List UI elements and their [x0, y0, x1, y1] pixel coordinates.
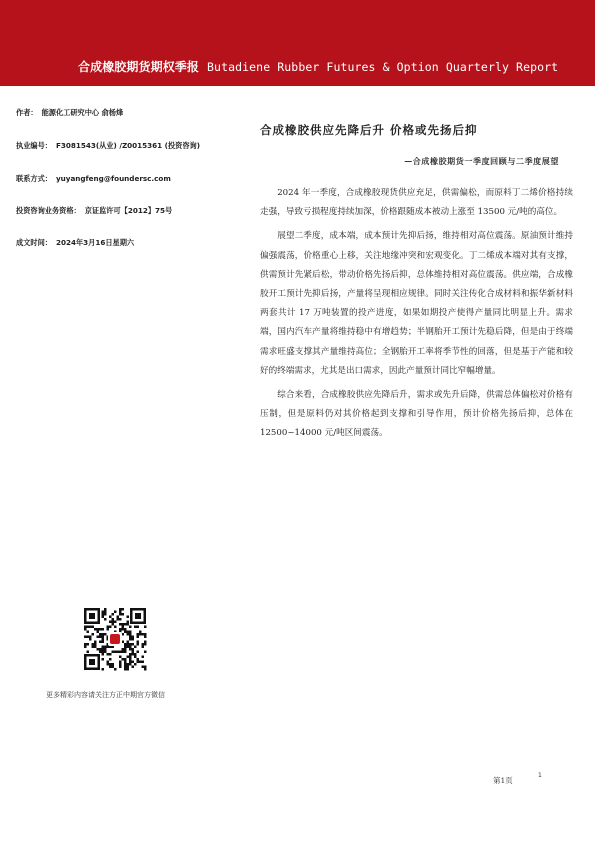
contact-value[interactable]: yuyangfeng@foundersc.com — [55, 174, 171, 183]
page-tick: 1 — [538, 772, 542, 779]
date-label: 成文时间： — [16, 238, 52, 247]
report-title-en: Butadiene Rubber Futures & Option Quarterly Report — [207, 60, 559, 74]
article-title: 合成橡胶供应先降后升 价格或先扬后抑 — [260, 123, 478, 137]
qr-code-image — [82, 606, 148, 672]
date-value: 2024年3月16日星期六 — [55, 238, 135, 247]
header-banner — [0, 0, 595, 86]
article-body — [260, 184, 573, 449]
qualification-label: 投资咨询业务资格： — [16, 206, 81, 215]
qualification-value: 京证监许可【2012】75号 — [84, 206, 173, 215]
qualification-row — [16, 206, 172, 216]
author-label: 作者： — [16, 108, 38, 117]
license-label: 执业编号： — [16, 141, 52, 150]
author-value: 能源化工研究中心 俞杨烽 — [41, 108, 124, 117]
contact-label: 联系方式： — [16, 174, 52, 183]
report-title — [78, 58, 558, 75]
paragraph-q1-review: 2024 年一季度，合成橡胶现货供应充足，供需偏松，而原料丁二烯价格持续走强，导致亏损程度持续加深，价格跟随成本被动上涨至 13500 元/吨的高位。 — [260, 188, 573, 218]
date-row — [16, 238, 134, 248]
license-value: F3081543(从业) /Z0015361 (投资咨询) — [55, 141, 200, 150]
page-number: 第1页 — [493, 776, 513, 785]
contact-row — [16, 174, 171, 184]
license-row — [16, 141, 200, 151]
article-subtitle: —合成橡胶期货一季度回顾与二季度展望 — [404, 156, 559, 166]
paragraph-summary: 综合来看，合成橡胶供应先降后升，需求或先升后降，供需总体偏松对价格有压制，但是原料仍对其价格起到支撑和引导作用，预计价格先扬后抑，总体在 12500~14000 元/吨区间震荡。 — [260, 390, 573, 439]
author-row — [16, 108, 123, 118]
report-title-cn: 合成橡胶期货期权季报 — [78, 60, 200, 74]
qr-caption: 更多精彩内容请关注方正中期官方微信 — [46, 691, 165, 699]
paragraph-q2-outlook: 展望二季度，成本端，成本预计先抑后扬，维持相对高位震荡。原油预计维持偏强震荡，价格重心上移，关注地缘冲突和宏观变化。丁二烯成本端对其有支撑，供需预计先紧后松，带动价格先扬后抑，总体维持相对高位震荡。供应端，合成橡胶开工预计先抑后扬，产量将呈现相应规律。同时关注传化合成材料和振华新材料两套共计 17 万吨装置的投产进度，如果如期投产使得产量同比明显上升。需求端，国内汽车产量将维持稳中有增趋势；半钢胎开工预计先稳后降，但是由于终端需求旺盛支撑其产量维持高位；全钢胎开工率将季节性的回落，但是基于产能和较好的终端需求，尤其是出口需求，因此产量预计同比窄幅增量。 — [260, 231, 573, 376]
